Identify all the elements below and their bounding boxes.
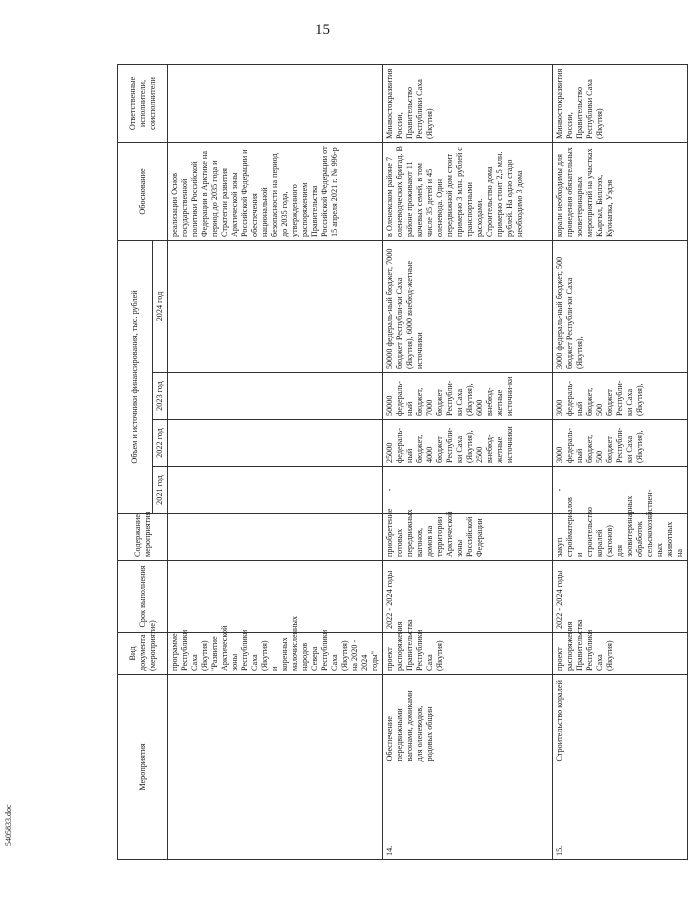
funding-2024-cell: 3000 федераль-ный бюджет, 500 бюджет Республи-ки Саха (Якутия), bbox=[553, 240, 688, 372]
funding-2022-cell bbox=[168, 420, 383, 467]
measure-cell bbox=[168, 675, 383, 765]
row-number: 14. bbox=[383, 765, 553, 860]
page-number: 15 bbox=[315, 22, 330, 38]
funding-2021-cell bbox=[168, 467, 383, 514]
table-row bbox=[553, 64, 688, 859]
responsible-cell: Минвостокразвития России, Правительство Республики Саха (Якутия) bbox=[553, 64, 688, 142]
table-row bbox=[383, 64, 553, 859]
deadline-cell: 2022 - 2024 годы bbox=[383, 561, 553, 633]
justification-cell: реализации Основ государственной политики Российской Федерации в Арктике на период до 2035 года и Стратегии развития Арктической зоны Российской Федерации и обеспечения национальной безопасности на период до 2035 года, утвержденного распоряжением Правительства Российской Федерации от 15 апреля 2021 г. № 996-р bbox=[168, 142, 383, 240]
document-cell: проект распоряжения Правительства Республики Саха (Якутия) bbox=[553, 633, 688, 675]
funding-2024-cell bbox=[168, 240, 383, 372]
document-cell: проект распоряжения Правительства Республики Саха (Якутия) bbox=[383, 633, 553, 675]
deadline-cell: 2022 - 2024 годы bbox=[553, 561, 688, 633]
measure-cell: Обеспечение передвижными вагонами, домиками для оленеводов, родовых общин bbox=[383, 675, 553, 765]
header-measure: Мероприятия bbox=[118, 675, 168, 860]
responsible-cell bbox=[168, 64, 383, 142]
row-number: 15. bbox=[553, 765, 688, 860]
justification-cell: в Оленекском районе 7 оленеводческих бригад. В районе проживают 11 кочевых семей, в том числе 35 детей и 45 оленевода. Один передвижной дом стоит примерно 3 млн. рублей с транспортными расходами. Строительство дома примерно стоит 2,5 млн. рублей. На одно стадо необходимо 3 дома bbox=[383, 142, 553, 240]
document-filename: 5405833.doc bbox=[4, 804, 13, 846]
measure-cell: Строительство коралей bbox=[553, 675, 688, 765]
funding-2022-cell: 3000 федераль-ный бюджет, 500 бюджет Республи-ки Саха (Якутия), bbox=[553, 420, 688, 467]
row-number bbox=[168, 765, 383, 860]
header-justification: Обоснование bbox=[118, 142, 168, 240]
rotated-table-container bbox=[117, 65, 684, 860]
header-deadline: Срок выполнения bbox=[118, 561, 168, 633]
funding-2023-cell: 50000 федераль-ный бюджет, 7000 бюджет Республи-ки Саха (Якутия), 6000 внебюд-жетные источни-ки bbox=[383, 373, 553, 420]
funding-2023-cell: 3000 федераль-ный бюджет, 500 бюджет Республи-ки Саха (Якутия), bbox=[553, 373, 688, 420]
table-row bbox=[168, 64, 383, 859]
header-responsible: Ответственные исполнители, соисполнители bbox=[118, 64, 168, 142]
header-year-2023: 2023 год bbox=[153, 373, 168, 420]
document-cell: программе Республики Саха (Якутия) "Развитие Арктической зоны Республики Саха (Якутия) и коренных малочисленных народов Севера Республики Саха (Якутия) на 2020 - 2024 годы" bbox=[168, 633, 383, 675]
funding-2021-cell: - bbox=[553, 467, 688, 514]
content-cell bbox=[168, 514, 383, 561]
content-cell: закуп стройматериалов и строительство коралей (загонов) для зоовитеринарных обработок сельскохозяйствен-ных животных на bbox=[553, 514, 688, 561]
header-year-2022: 2022 год bbox=[153, 420, 168, 467]
header-content: Содержание мероприятия bbox=[118, 514, 168, 561]
funding-2021-cell: - bbox=[383, 467, 553, 514]
responsible-cell: Минвостокразвития России, Правительство Республики Саха (Якутия) bbox=[383, 64, 553, 142]
header-year-2021: 2021 год bbox=[153, 467, 168, 514]
header-funding: Объем и источники финансирования, тыс. рублей bbox=[118, 240, 153, 513]
funding-2024-cell: 50000 федераль-ный бюджет, 7000 бюджет Республи-ки Саха (Якутия), 6000 внебюд-жетные источники bbox=[383, 240, 553, 372]
justification-cell: корали необходимы для проведения обязательных зооветеринарных мероприятий на участках Кыргыл, Биллээх, Куонапка, Уэдэя bbox=[553, 142, 688, 240]
header-year-2024: 2024 год bbox=[153, 240, 168, 372]
measures-table bbox=[117, 64, 688, 860]
content-cell: приобретение готовых передвижных вагонов, домов на территории Арктической зоны Российской Федерации bbox=[383, 514, 553, 561]
funding-2022-cell: 25000 федераль-ный бюджет, 4000 бюджет Республи-ки Саха (Якутия), 2500 внебюд-жетные источники bbox=[383, 420, 553, 467]
funding-2023-cell bbox=[168, 373, 383, 420]
header-document: Вид документа (мероприятие) bbox=[118, 633, 168, 675]
deadline-cell bbox=[168, 561, 383, 633]
